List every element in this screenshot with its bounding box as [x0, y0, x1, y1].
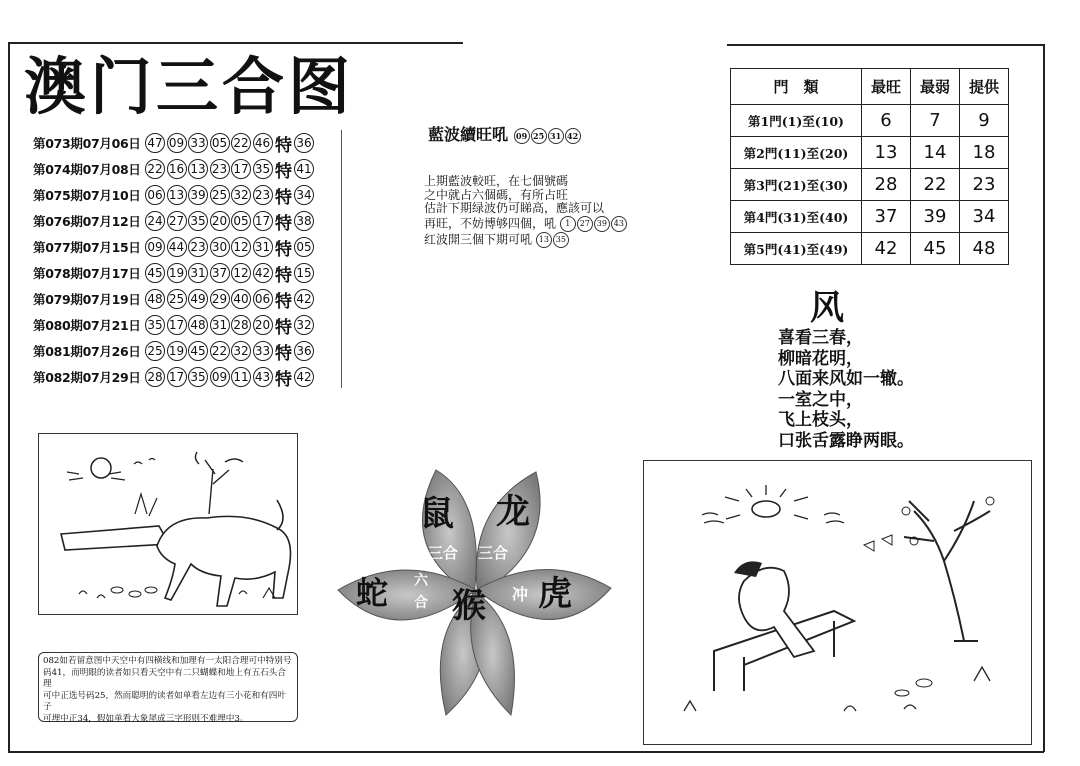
ball-number: 35	[253, 159, 273, 179]
draw-row	[33, 182, 343, 208]
range-offer: 48	[960, 233, 1009, 265]
ball-number: 35	[188, 211, 208, 231]
ball-number: 45	[188, 341, 208, 361]
ball-number: 20	[210, 211, 230, 231]
zodiac-flower	[336, 460, 616, 720]
range-min: 22	[911, 169, 960, 201]
poem-line: 口张舌露睁两眼。	[778, 430, 914, 451]
ball-number: 17	[167, 315, 187, 335]
liu-label: 六	[414, 573, 428, 589]
range-max: 28	[862, 169, 911, 201]
special-label: 特	[275, 291, 292, 312]
sun-rays	[725, 485, 808, 519]
draw-issue: 第075期07月10日	[33, 188, 141, 203]
ball-number: 35	[188, 367, 208, 387]
ball-number: 22	[231, 133, 251, 153]
ball-number: 43	[253, 367, 273, 387]
range-min: 7	[911, 105, 960, 137]
ball-number: 09	[145, 237, 165, 257]
draw-issue: 第082期07月29日	[33, 370, 141, 385]
header-offer: 提供	[960, 69, 1009, 105]
leaf-icon	[864, 535, 892, 551]
elephant-drawing	[39, 434, 297, 614]
frame-left	[8, 42, 10, 752]
special-label: 特	[275, 369, 292, 390]
note-line: 可中正选号码25，然而聪明的读者如单看左边有三小花和有四叶子	[43, 690, 286, 712]
page-title: 澳门三合图	[24, 50, 355, 123]
frame-bottom	[8, 751, 1044, 753]
lanbo-line: 估計下期绿波仍可睇高，應該可以	[424, 201, 605, 215]
lanbo-heading	[428, 122, 582, 145]
elephant-illustration	[38, 433, 298, 615]
special-number: 34	[294, 185, 314, 205]
draw-row	[33, 364, 343, 390]
ball-number: 20	[253, 315, 273, 335]
poem-line: 八面来风如一辙。	[778, 369, 914, 389]
ball-number: 31	[188, 263, 208, 283]
sun-icon	[752, 501, 780, 517]
ball-number: 06	[253, 289, 273, 309]
range-label: 第5門(41)至(49)	[731, 233, 862, 265]
range-max: 37	[862, 201, 911, 233]
ball-number: 25	[145, 341, 165, 361]
poem-line: 柳暗花明，	[778, 348, 863, 369]
frame-top-right	[727, 44, 1045, 46]
worker-illustration	[643, 460, 1032, 745]
draw-issue: 第074期07月08日	[33, 162, 141, 177]
ball-number: 35	[145, 315, 165, 335]
header-min: 最弱	[911, 69, 960, 105]
special-label: 特	[275, 239, 292, 260]
special-number: 38	[294, 211, 314, 231]
range-row	[731, 105, 1009, 137]
ball-number: 48	[188, 315, 208, 335]
ball-number: 12	[231, 263, 251, 283]
ball-number: 29	[210, 289, 230, 309]
special-number: 36	[294, 341, 314, 361]
ball-number: 48	[145, 289, 165, 309]
zodiac-snake: 蛇	[356, 574, 389, 612]
ball-number: 33	[188, 133, 208, 153]
ball-number: 05	[231, 211, 251, 231]
header-category: 門 類	[731, 69, 862, 105]
zodiac-dragon: 龙	[496, 492, 530, 532]
ball-number: 17	[253, 211, 273, 231]
special-number: 36	[294, 133, 314, 153]
special-label: 特	[275, 187, 292, 208]
ball-number: 30	[210, 237, 230, 257]
range-min: 45	[911, 233, 960, 265]
ball-number: 09	[210, 367, 230, 387]
ball-number: 27	[167, 211, 187, 231]
ground-plants	[684, 667, 990, 711]
special-label: 特	[275, 343, 292, 364]
special-label: 特	[275, 213, 292, 234]
ball-number: 28	[231, 315, 251, 335]
draw-row	[33, 208, 343, 234]
he-label: 合	[414, 595, 428, 611]
frame-top-left	[8, 42, 463, 44]
lanbo-title-text: 藍波續旺吼	[428, 125, 509, 144]
ball-number: 40	[231, 289, 251, 309]
circled-number: 25	[531, 128, 547, 144]
circled-number: 39	[594, 216, 610, 232]
ball-number: 23	[210, 159, 230, 179]
ball-number: 33	[253, 341, 273, 361]
draw-row	[33, 286, 343, 312]
special-number: 32	[294, 315, 314, 335]
ball-number: 22	[210, 341, 230, 361]
ball-number: 32	[231, 341, 251, 361]
draw-row	[33, 338, 343, 364]
special-number: 41	[294, 159, 314, 179]
special-number: 42	[294, 367, 314, 387]
hint-note-box	[38, 652, 298, 722]
draw-issue: 第073期07月06日	[33, 136, 141, 151]
butterfly-icon	[134, 459, 155, 465]
ball-number: 17	[167, 367, 187, 387]
ball-number: 06	[145, 185, 165, 205]
tree-branches	[904, 501, 990, 641]
stone-icon	[895, 690, 909, 696]
poem-line: 飞上枝头，	[778, 410, 863, 430]
circled-number: 09	[514, 128, 530, 144]
ball-number: 31	[210, 315, 230, 335]
rows-divider	[341, 130, 342, 388]
range-max: 13	[862, 137, 911, 169]
draw-row	[33, 234, 343, 260]
ball-number: 25	[167, 289, 187, 309]
special-label: 特	[275, 265, 292, 286]
draw-issue: 第080期07月21日	[33, 318, 141, 333]
ball-number: 19	[167, 341, 187, 361]
range-row	[731, 201, 1009, 233]
draw-issue: 第079期07月19日	[33, 292, 141, 307]
special-label: 特	[275, 135, 292, 156]
special-number: 42	[294, 289, 314, 309]
ball-number: 39	[188, 185, 208, 205]
lanbo-paragraph	[424, 175, 664, 248]
range-label: 第4門(31)至(40)	[731, 201, 862, 233]
draw-issue: 第077期07月15日	[33, 240, 141, 255]
draw-issue: 第076期07月12日	[33, 214, 141, 229]
range-offer: 9	[960, 105, 1009, 137]
circled-number: 31	[548, 128, 564, 144]
zodiac-rat: 鼠	[420, 494, 454, 534]
ball-number: 17	[231, 159, 251, 179]
worker-drawing	[644, 461, 1031, 744]
fruit-icon	[902, 507, 910, 515]
ball-number: 13	[188, 159, 208, 179]
ball-number: 23	[253, 185, 273, 205]
ball-number: 13	[167, 185, 187, 205]
ball-number: 45	[145, 263, 165, 283]
range-row	[731, 137, 1009, 169]
range-label: 第2門(11)至(20)	[731, 137, 862, 169]
note-line: 082如若留意图中天空中有四横线和加理有一太阳合理可中特别号	[43, 656, 292, 666]
range-max: 6	[862, 105, 911, 137]
lanbo-line	[424, 216, 664, 232]
ball-number: 05	[210, 133, 230, 153]
draw-results-list	[33, 130, 343, 390]
draw-row	[33, 260, 343, 286]
lanbo-line: 之中就占六個碼，有所占旺	[424, 187, 569, 202]
stone-icon	[916, 679, 932, 687]
cloud-lines	[702, 513, 844, 523]
sanhe-left: 三合	[428, 544, 459, 562]
circled-number: 42	[565, 128, 581, 144]
ball-number: 25	[210, 185, 230, 205]
range-min: 14	[911, 137, 960, 169]
ball-number: 16	[167, 159, 187, 179]
range-table	[730, 68, 1009, 265]
lanbo-line: 上期藍波較旺，在七個號碼	[424, 174, 569, 188]
plant-stems	[195, 452, 243, 514]
range-label: 第1門(1)至(10)	[731, 105, 862, 137]
ball-number: 09	[167, 133, 187, 153]
ball-number: 47	[145, 133, 165, 153]
ball-number: 11	[231, 367, 251, 387]
poem-line: 一室之中，	[778, 389, 863, 410]
circled-number: 27	[577, 216, 593, 232]
elephant-body	[157, 516, 291, 606]
draw-row	[33, 130, 343, 156]
zodiac-tiger: 虎	[538, 574, 572, 614]
sun-icon	[91, 458, 111, 478]
special-label: 特	[275, 317, 292, 338]
ball-number: 23	[188, 237, 208, 257]
stone-icon	[145, 587, 157, 593]
frame-right	[1043, 44, 1045, 752]
lanbo-line5-numbers	[536, 232, 570, 246]
ball-number: 46	[253, 133, 273, 153]
elephant-tail	[277, 500, 283, 530]
range-offer: 18	[960, 137, 1009, 169]
small-flowers	[135, 494, 157, 516]
draw-row	[33, 156, 343, 182]
special-number: 05	[294, 237, 314, 257]
sanhe-right: 三合	[478, 544, 509, 562]
ball-number: 49	[188, 289, 208, 309]
fruit-icon	[986, 497, 994, 505]
ball-number: 42	[253, 263, 273, 283]
circled-number: 13	[536, 232, 552, 248]
stone-icon	[129, 591, 141, 597]
lanbo-line-text: 再旺，不妨博够四個，吼	[424, 216, 557, 230]
circled-number: 43	[611, 216, 627, 232]
ball-number: 44	[167, 237, 187, 257]
range-max: 42	[862, 233, 911, 265]
range-offer: 34	[960, 201, 1009, 233]
ball-number: 32	[231, 185, 251, 205]
note-line: 可埋中正34，假如单看大象尾成三字形则不难埋中3。	[43, 713, 249, 724]
range-row	[731, 233, 1009, 265]
draw-issue: 第078期07月17日	[33, 266, 141, 281]
draw-row	[33, 312, 343, 338]
ball-number: 22	[145, 159, 165, 179]
lanbo-line	[424, 232, 664, 248]
ball-number: 19	[167, 263, 187, 283]
lanbo-title-numbers	[514, 125, 582, 144]
ball-number: 37	[210, 263, 230, 283]
ball-number: 24	[145, 211, 165, 231]
range-label: 第3門(21)至(30)	[731, 169, 862, 201]
range-offer: 23	[960, 169, 1009, 201]
header-max: 最旺	[862, 69, 911, 105]
special-number: 15	[294, 263, 314, 283]
ball-number: 28	[145, 367, 165, 387]
poem-title: 风	[810, 288, 844, 328]
stone-icon	[111, 587, 123, 593]
circled-number: 1	[560, 216, 576, 232]
zodiac-monkey: 猴	[452, 586, 486, 626]
range-table-header	[731, 69, 1009, 105]
ledge-shape	[61, 526, 169, 550]
draw-issue: 第081期07月26日	[33, 344, 141, 359]
chong-label: 冲	[512, 585, 529, 604]
poem-line: 喜看三春，	[778, 328, 863, 348]
ball-number: 12	[231, 237, 251, 257]
ball-number: 31	[253, 237, 273, 257]
lanbo-line-text: 红波開三個下期可吼	[424, 232, 533, 246]
poem-lines	[778, 328, 914, 451]
range-row	[731, 169, 1009, 201]
lanbo-line4-numbers	[560, 216, 628, 230]
special-label: 特	[275, 161, 292, 182]
circled-number: 35	[553, 232, 569, 248]
range-min: 39	[911, 201, 960, 233]
worker-figure	[739, 568, 814, 657]
note-line: 码41，而明眼的读者如只看天空中有二只蝴蝶和地上有五石头合理	[43, 667, 286, 689]
